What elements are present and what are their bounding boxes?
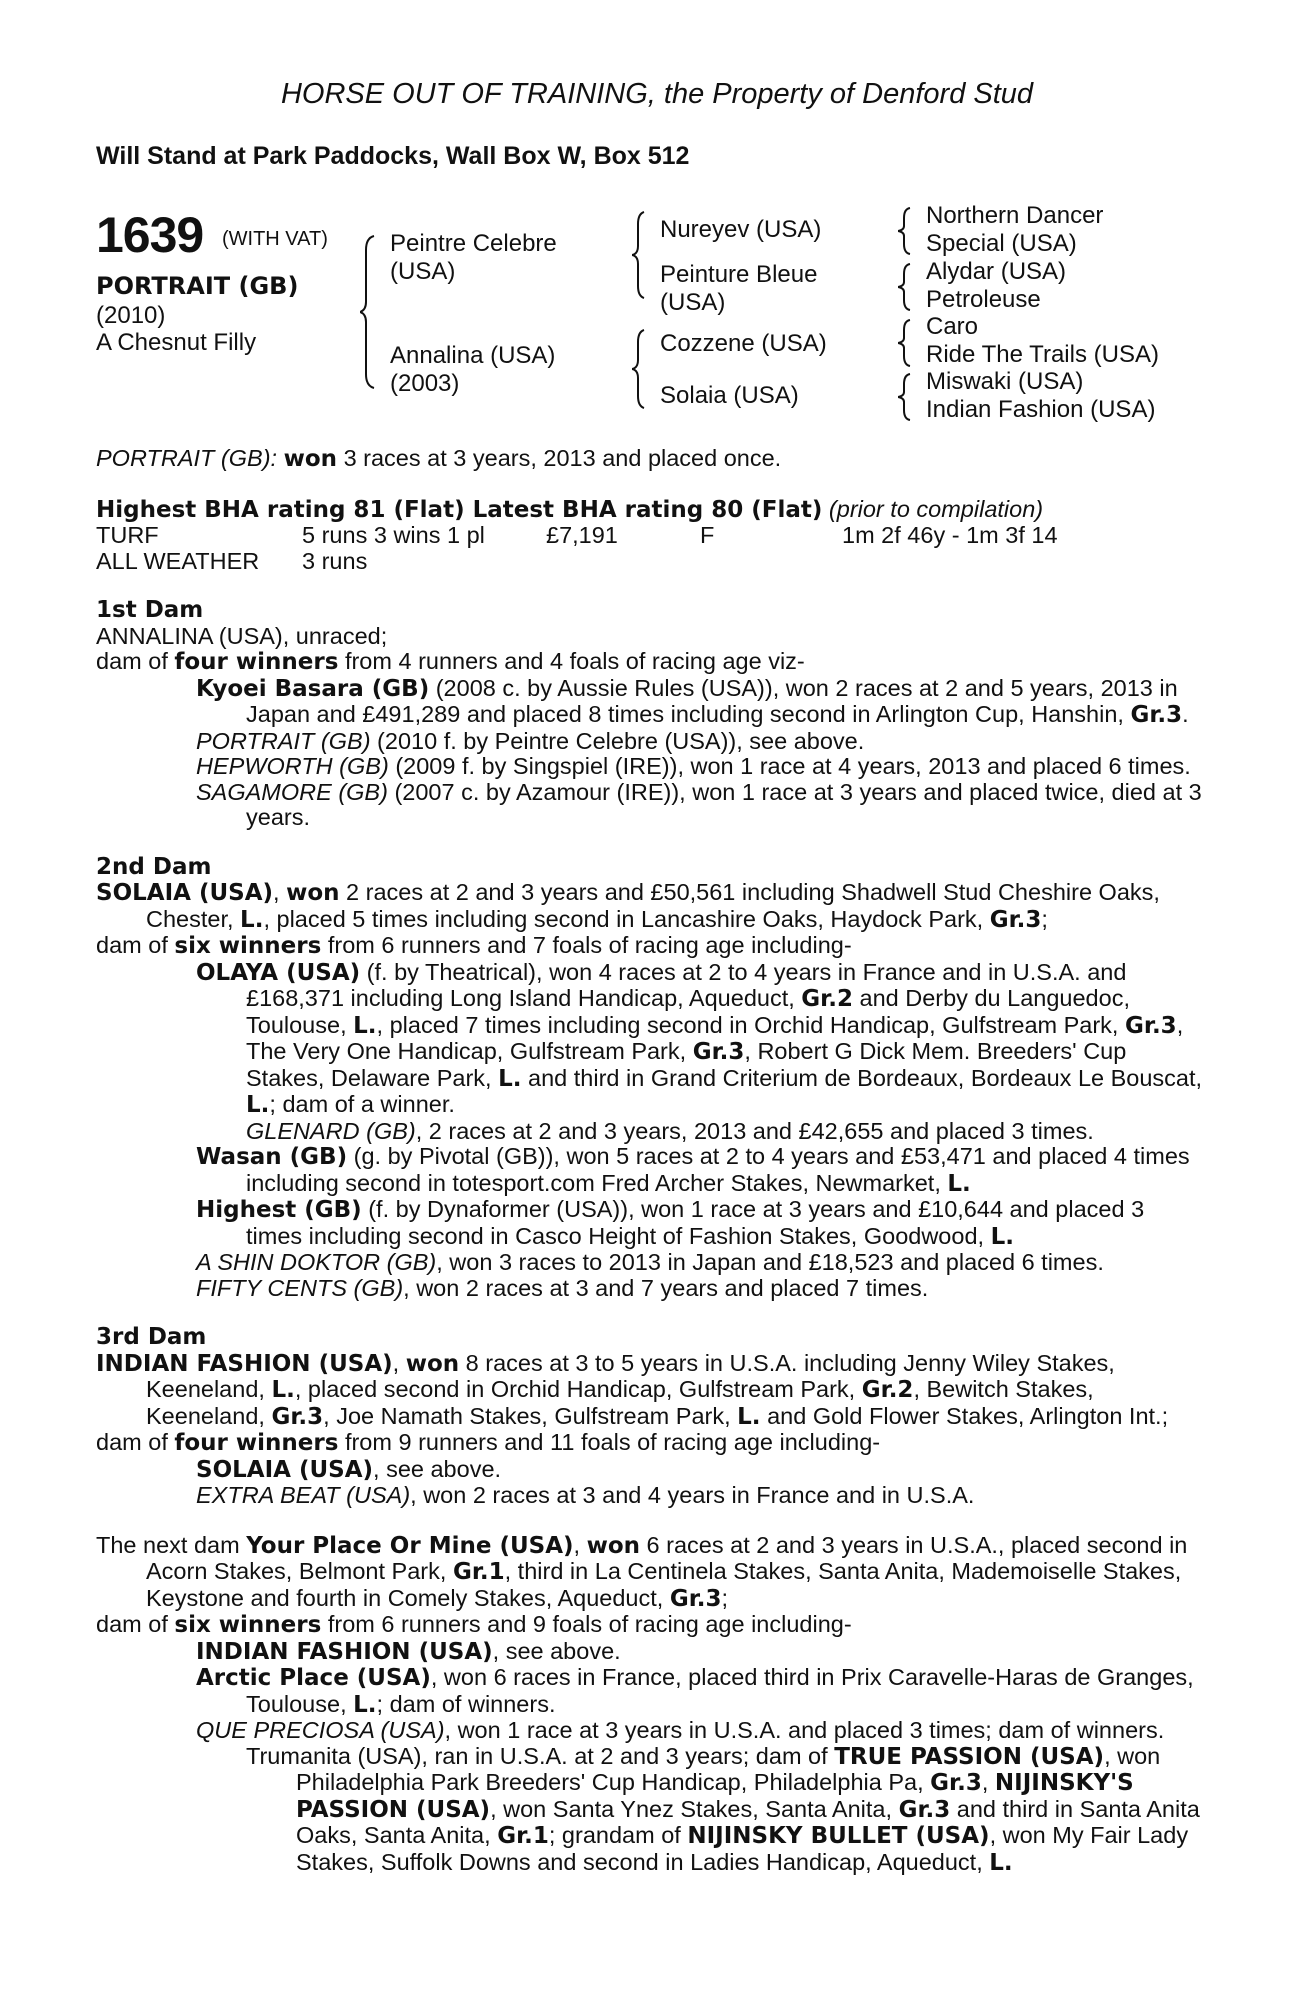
dam2-main: SOLAIA (USA), won 2 races at 2 and 3 years and £50,561 including Shadwell Stud Cheshire Oaks, Chester, L., placed 5 times including second in Lancashire Oaks, Haydock Park, Gr.3;	[96, 879, 1160, 933]
pedigree-sss: Northern Dancer	[926, 202, 1104, 229]
race-summary: PORTRAIT (GB): won 3 races at 3 years, 2013 and placed once.	[96, 445, 782, 472]
ratings-line	[96, 497, 1206, 524]
turf-distance: 1m 2f 46y - 1m 3f 14	[842, 522, 1058, 548]
summary-text: 3 races at 3 years, 2013 and placed once.	[343, 445, 782, 471]
turf-row	[96, 523, 1206, 549]
dam1-entry-kyoei: Kyoei Basara (GB) (2008 c. by Aussie Rules (USA)), won 2 races at 2 and 5 years, 2013 in Japan and £491,289 and placed 8 times including second in Arlington Cup, Hanshin, Gr.3.	[196, 674, 1189, 728]
dam2-entry-glenard: GLENARD (GB), 2 races at 2 and 3 years, 2013 and £42,655 and placed 3 times.	[246, 1117, 1094, 1144]
aw-runs: 3 runs	[302, 547, 368, 574]
pedigree-ddd: Indian Fashion (USA)	[926, 396, 1156, 423]
dam1-entry-portrait: PORTRAIT (GB) (2010 f. by Peintre Celebre (USA)), see above.	[196, 727, 865, 754]
turf-label: TURF	[96, 522, 159, 548]
dam1-heading: 1st Dam	[96, 597, 204, 623]
dam2-entry-olaya: OLAYA (USA) (f. by Theatrical), won 4 races at 2 to 4 years in France and in U.S.A. and £168,371 including Long Island Handicap, Aqueduct, Gr.2 and Derby du Languedoc, Toulouse, L., placed 7 times including second in Orchid Handicap, Gulfstream Park, Gr.3, The Very One Handicap, Gulfstream Park, Gr.3, Robert G Dick Mem. Breeders' Cup Stakes, Delaware Park, L. and third in Grand Criterium de Bordeaux, Bordeaux Le Bouscat, L.; dam of a winner.	[196, 958, 1203, 1118]
turf-runs: 5 runs 3 wins 1 pl	[302, 522, 485, 548]
catalogue-body	[96, 446, 1206, 1876]
dam1-entry-hepworth: HEPWORTH (GB) (2009 f. by Singspiel (IRE)), won 1 race at 4 years, 2013 and placed 6 times.	[196, 753, 1191, 779]
venue-line: Will Stand at Park Paddocks, Wall Box W, Box 512	[96, 142, 690, 170]
pedigree-ssd: Special (USA)	[926, 230, 1077, 257]
dam3-entry-extra: EXTRA BEAT (USA), won 2 races at 3 and 4 years in France and in U.S.A.	[196, 1482, 975, 1508]
nextdam-main: The next dam Your Place Or Mine (USA), won 6 races at 2 and 3 years in U.S.A., placed second in Acorn Stakes, Belmont Park, Gr.1, third in La Centinela Stakes, Santa Anita, Mademoiselle Stakes, Keystone and fourth in Comely Stakes, Aqueduct, Gr.3;	[96, 1531, 1188, 1612]
aw-row	[96, 549, 1206, 575]
pedigree-dam-sire: Cozzene (USA)	[660, 330, 827, 357]
ratings-note: (prior to compilation)	[828, 495, 1044, 522]
dam1-line1: ANNALINA (USA), unraced;	[96, 622, 388, 649]
dam2-entry-wasan: Wasan (GB) (g. by Pivotal (GB)), won 5 races at 2 to 4 years and £53,471 and placed 4 times including second in totesport.com Fred Archer Stakes, Newmarket, L.	[196, 1143, 1190, 1197]
pedigree-dsd: Ride The Trails (USA)	[926, 341, 1159, 368]
dam1-entry-sagamore: SAGAMORE (GB) (2007 c. by Azamour (IRE)), won 1 race at 3 years and placed twice, died at 3 years.	[196, 778, 1202, 830]
turf-prize: £7,191	[546, 522, 618, 548]
dam3-heading: 3rd Dam	[96, 1324, 207, 1350]
aw-label: ALL WEATHER	[96, 547, 260, 574]
turf-going: F	[700, 522, 715, 548]
pedigree-dam-dam: Solaia (USA)	[660, 382, 799, 409]
pedigree-sdd: Petroleuse	[926, 286, 1041, 313]
horse-description: A Chesnut Filly	[96, 329, 257, 356]
pedigree-brace-sd	[898, 262, 914, 312]
dam3-produce-line: dam of four winners from 9 runners and 11 foals of racing age including-	[96, 1429, 881, 1456]
horse-year: (2010)	[96, 302, 166, 329]
dam2-heading: 2nd Dam	[96, 853, 212, 880]
pedigree-sds: Alydar (USA)	[926, 258, 1067, 285]
pedigree-brace-dam	[632, 328, 650, 410]
pedigree-sire: Peintre Celebre (USA)	[390, 230, 557, 285]
pedigree-brace-sire	[632, 210, 650, 300]
nextdam-entry-arctic: Arctic Place (USA), won 6 races in France, placed third in Prix Caravelle-Haras de Granges, Toulouse, L.; dam of winners.	[196, 1664, 1194, 1718]
summary-name: PORTRAIT (GB)	[96, 445, 271, 471]
pedigree-brace-ss	[898, 206, 914, 256]
pedigree-dds: Miswaki (USA)	[926, 368, 1084, 395]
dam3-main: INDIAN FASHION (USA), won 8 races at 3 to 5 years in U.S.A. including Jenny Wiley Stakes, Keeneland, L., placed second in Orchid Handicap, Gulfstream Park, Gr.2, Bewitch Stakes, Keeneland, Gr.3, Joe Namath Stakes, Gulfstream Park, L. and Gold Flower Stakes, Arlington Int.;	[96, 1349, 1169, 1430]
pedigree-sire-dam: Peinture Bleue (USA)	[660, 261, 818, 316]
pedigree-brace-main	[360, 232, 380, 392]
lot-number: 1639	[96, 207, 204, 263]
pedigree-sire-sire: Nureyev (USA)	[660, 216, 822, 243]
pedigree-dam: Annalina (USA) (2003)	[390, 342, 556, 397]
page-title: HORSE OUT OF TRAINING, the Property of Denford Stud	[280, 78, 1034, 110]
dam3-entry-solaia: SOLAIA (USA), see above.	[196, 1455, 502, 1483]
ratings-text: Highest BHA rating 81 (Flat) Latest BHA rating 80 (Flat)	[96, 496, 823, 523]
nextdam-produce-line: dam of six winners from 6 runners and 9 foals of racing age including-	[96, 1611, 852, 1638]
vat-note: (WITH VAT)	[222, 228, 328, 250]
dam2-entry-shin: A SHIN DOKTOR (GB), won 3 races to 2013 in Japan and £18,523 and placed 6 times.	[196, 1249, 1104, 1275]
nextdam-entry-trumanita: Trumanita (USA), ran in U.S.A. at 2 and 3 years; dam of TRUE PASSION (USA), won Philadelphia Park Breeders' Cup Handicap, Philadelphia Pa, Gr.3, NIJINSKY'S PASSION (USA), won Santa Ynez Stakes, Santa Anita, Gr.3 and third in Santa Anita Oaks, Santa Anita, Gr.1; grandam of NIJINSKY BULLET (USA), won My Fair Lady Stakes, Suffolk Downs and second in Ladies Handicap, Aqueduct, L.	[246, 1742, 1200, 1876]
dam2-produce-line: dam of six winners from 6 runners and 7 foals of racing age including-	[96, 932, 852, 959]
pedigree-dss: Caro	[926, 313, 979, 340]
dam2-entry-highest: Highest (GB) (f. by Dynaformer (USA)), won 1 race at 3 years and £10,644 and placed 3 times including second in Casco Height of Fashion Stakes, Goodwood, L.	[196, 1196, 1145, 1250]
pedigree-brace-ds	[898, 318, 914, 368]
pedigree-brace-dd	[898, 372, 914, 422]
nextdam-entry-indian: INDIAN FASHION (USA), see above.	[196, 1637, 621, 1665]
summary-won: won	[283, 446, 338, 472]
dam1-line2: dam of four winners from 4 runners and 4 foals of racing age viz-	[96, 648, 805, 675]
horse-name: PORTRAIT (GB)	[96, 272, 299, 300]
dam2-entry-fifty: FIFTY CENTS (GB), won 2 races at 3 and 7 years and placed 7 times.	[196, 1274, 929, 1301]
nextdam-entry-que: QUE PRECIOSA (USA), won 1 race at 3 years in U.S.A. and placed 3 times; dam of winners.	[196, 1717, 1165, 1743]
